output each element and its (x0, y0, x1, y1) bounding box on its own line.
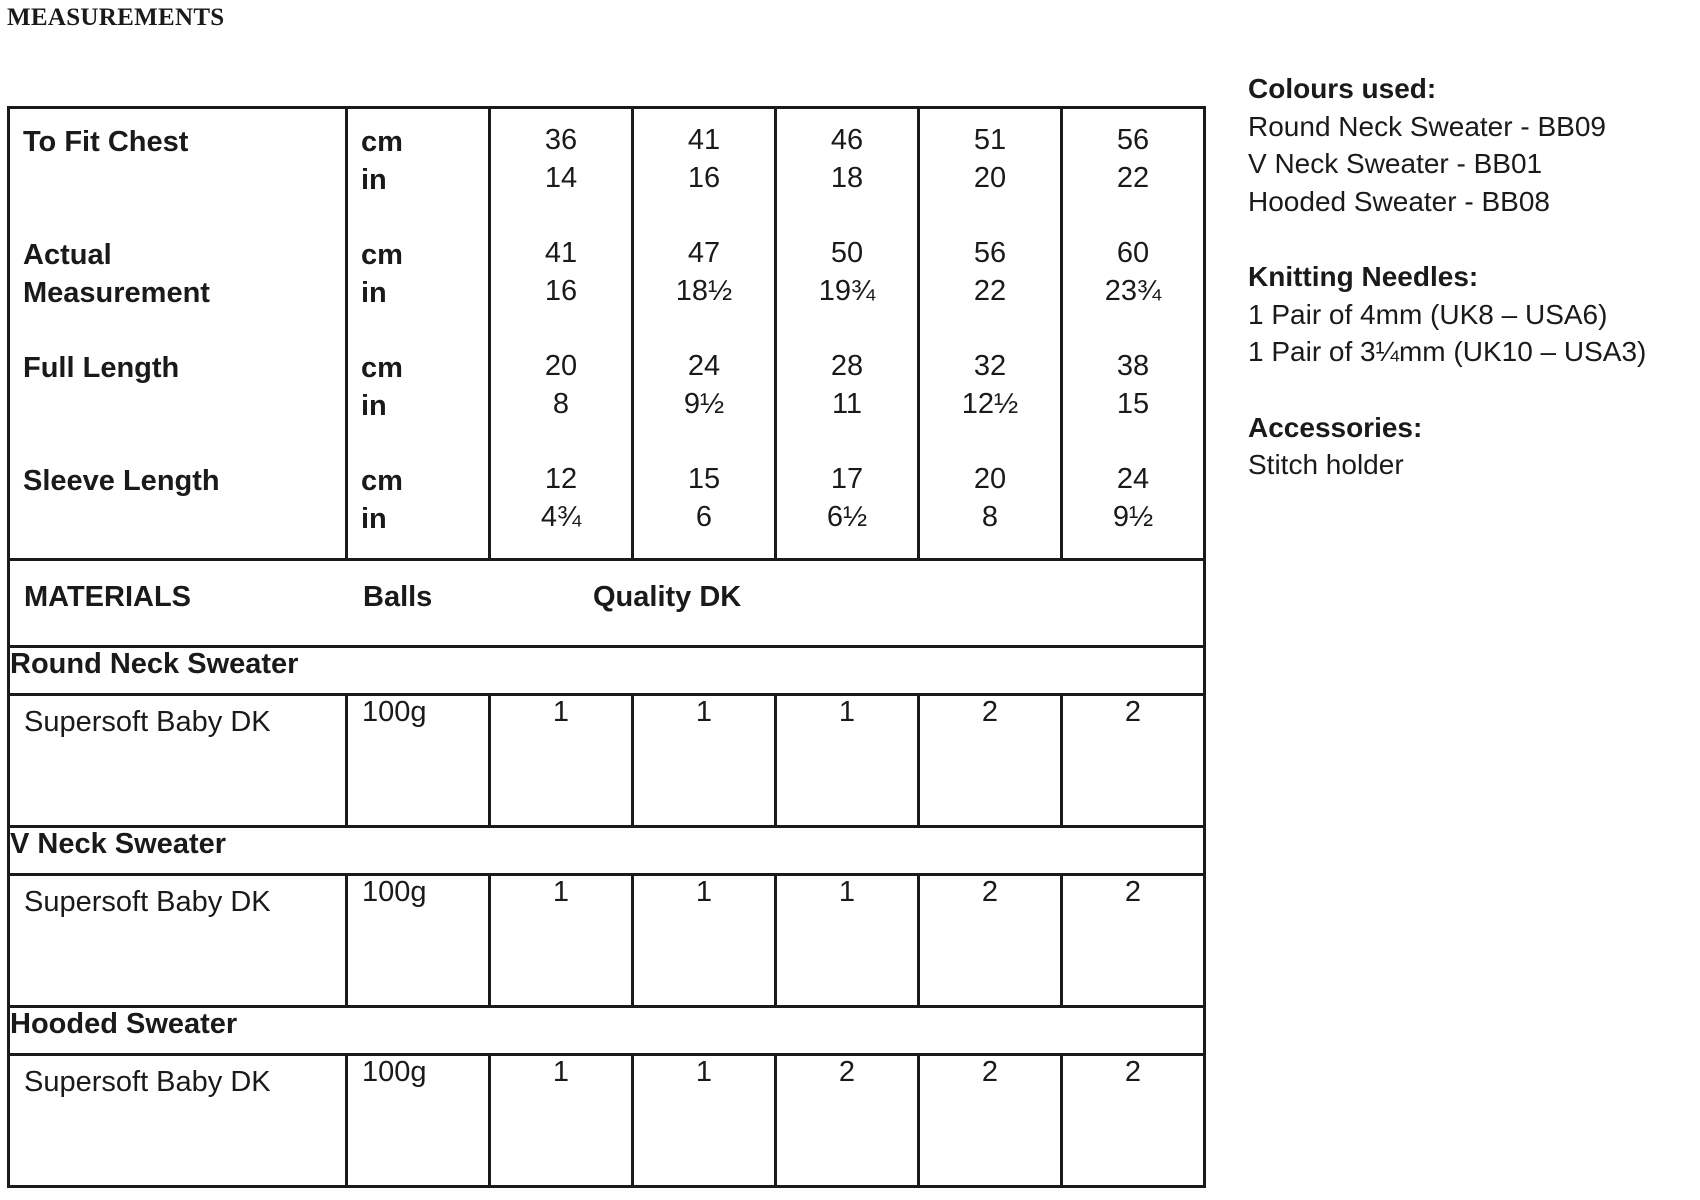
ball-count: 1 (633, 875, 776, 1007)
garment-title-row (9, 1007, 1205, 1055)
side-notes (1248, 70, 1646, 522)
measure-value: 47 (687, 237, 721, 269)
size-column (1062, 108, 1205, 560)
measure-value: 9½ (683, 388, 725, 420)
ball-count: 1 (633, 1055, 776, 1187)
ball-count: 2 (919, 695, 1062, 827)
ball-count: 1 (633, 695, 776, 827)
measure-value: 15 (687, 463, 721, 495)
measure-value: 14 (544, 162, 578, 194)
colour-item: Hooded Sweater - BB08 (1248, 185, 1550, 217)
measure-value: 11 (831, 388, 863, 420)
balls-label: Balls (363, 581, 433, 613)
measure-value: 6½ (826, 501, 868, 533)
measurement-label: Sleeve Length (23, 465, 220, 497)
measurements-table (7, 106, 1206, 1188)
colour-item: V Neck Sweater - BB01 (1248, 148, 1543, 179)
materials-title: MATERIALS (24, 581, 192, 613)
measure-value: 18½ (675, 275, 733, 307)
measure-value: 20 (544, 350, 578, 382)
measure-value: 28 (830, 350, 864, 382)
measure-value: 15 (1116, 388, 1150, 420)
measure-value: 4¾ (540, 501, 582, 533)
ball-count: 2 (1062, 875, 1205, 1007)
accessories-title: Accessories: (1248, 411, 1423, 443)
measure-value: 22 (1116, 162, 1150, 194)
yarn-row (9, 875, 1205, 1007)
measure-value: 20 (973, 162, 1007, 194)
measurement-units (347, 108, 490, 560)
measure-value: 41 (544, 237, 578, 269)
measure-value: 46 (830, 124, 864, 156)
ball-count: 1 (776, 695, 919, 827)
unit-label: in (361, 164, 387, 196)
ball-count: 1 (490, 875, 633, 1007)
ball-count: 2 (1062, 1055, 1205, 1187)
measure-value: 19¾ (818, 275, 876, 307)
measure-value: 24 (687, 350, 721, 382)
size-column (490, 108, 633, 560)
measure-value: 60 (1116, 237, 1150, 269)
size-column (633, 108, 776, 560)
measure-value: 56 (973, 237, 1007, 269)
unit-label: cm (361, 239, 403, 271)
unit-label: in (361, 277, 387, 309)
measure-value: 16 (544, 275, 578, 307)
measurement-label: To Fit Chest (23, 126, 189, 158)
measure-value: 17 (830, 463, 864, 495)
measure-value: 8 (552, 388, 570, 420)
colours-title: Colours used: (1248, 73, 1437, 104)
garment-title: Round Neck Sweater (9, 647, 1205, 695)
quality-label: Quality DK (593, 581, 742, 613)
measure-value: 32 (973, 350, 1007, 382)
colours-section (1248, 70, 1646, 220)
measure-value: 41 (687, 124, 721, 156)
garment-title: V Neck Sweater (9, 827, 1205, 875)
measurement-label: Full Length (23, 352, 180, 384)
measure-value: 12 (544, 463, 578, 495)
unit-label: cm (361, 465, 403, 497)
yarn-weight: 100g (347, 695, 490, 827)
measure-value: 6 (695, 501, 713, 533)
measure-value: 9½ (1112, 501, 1154, 533)
measure-value: 50 (830, 237, 864, 269)
unit-label: in (361, 390, 387, 422)
measurement-labels (9, 108, 347, 560)
needle-item: 1 Pair of 4mm (UK8 – USA6) (1248, 298, 1608, 330)
materials-header (9, 560, 1205, 647)
yarn-weight: 100g (347, 1055, 490, 1187)
measure-value: 16 (687, 162, 721, 194)
unit-label: cm (361, 352, 403, 384)
measurements-row (9, 108, 1205, 560)
measure-value: 12½ (961, 388, 1019, 420)
measure-value: 56 (1116, 124, 1150, 156)
unit-label: in (361, 503, 387, 535)
accessories-section (1248, 409, 1646, 484)
measure-value: 8 (981, 501, 999, 533)
measure-value: 24 (1116, 463, 1150, 495)
needles-section (1248, 258, 1646, 371)
yarn-name: Supersoft Baby DK (9, 875, 347, 1007)
measure-value: 22 (973, 275, 1007, 307)
measure-value: 18 (830, 162, 864, 194)
colour-item: Round Neck Sweater - BB09 (1248, 110, 1606, 142)
materials-header-row (9, 560, 1205, 647)
ball-count: 2 (919, 875, 1062, 1007)
yarn-weight: 100g (347, 875, 490, 1007)
ball-count: 2 (1062, 695, 1205, 827)
size-column (776, 108, 919, 560)
needles-title: Knitting Needles: (1248, 261, 1479, 292)
measure-value: 38 (1116, 350, 1150, 382)
measurement-label: Measurement (23, 277, 210, 309)
yarn-row (9, 1055, 1205, 1187)
ball-count: 1 (490, 695, 633, 827)
measure-value: 20 (973, 463, 1007, 495)
garment-title: Hooded Sweater (9, 1007, 1205, 1055)
garment-title-row (9, 827, 1205, 875)
yarn-name: Supersoft Baby DK (9, 695, 347, 827)
ball-count: 1 (776, 875, 919, 1007)
garment-title-row (9, 647, 1205, 695)
ball-count: 2 (919, 1055, 1062, 1187)
measure-value: 23¾ (1104, 275, 1162, 307)
unit-label: cm (361, 126, 403, 158)
size-column (919, 108, 1062, 560)
measure-value: 36 (544, 124, 578, 156)
ball-count: 2 (776, 1055, 919, 1187)
yarn-row (9, 695, 1205, 827)
measure-value: 51 (973, 124, 1007, 156)
needle-item: 1 Pair of 3¼mm (UK10 – USA3) (1248, 336, 1647, 367)
ball-count: 1 (490, 1055, 633, 1187)
measurement-label: Actual (23, 239, 112, 271)
accessory-item: Stitch holder (1248, 449, 1404, 480)
yarn-name: Supersoft Baby DK (9, 1055, 347, 1187)
page-heading: MEASUREMENTS (7, 4, 225, 31)
